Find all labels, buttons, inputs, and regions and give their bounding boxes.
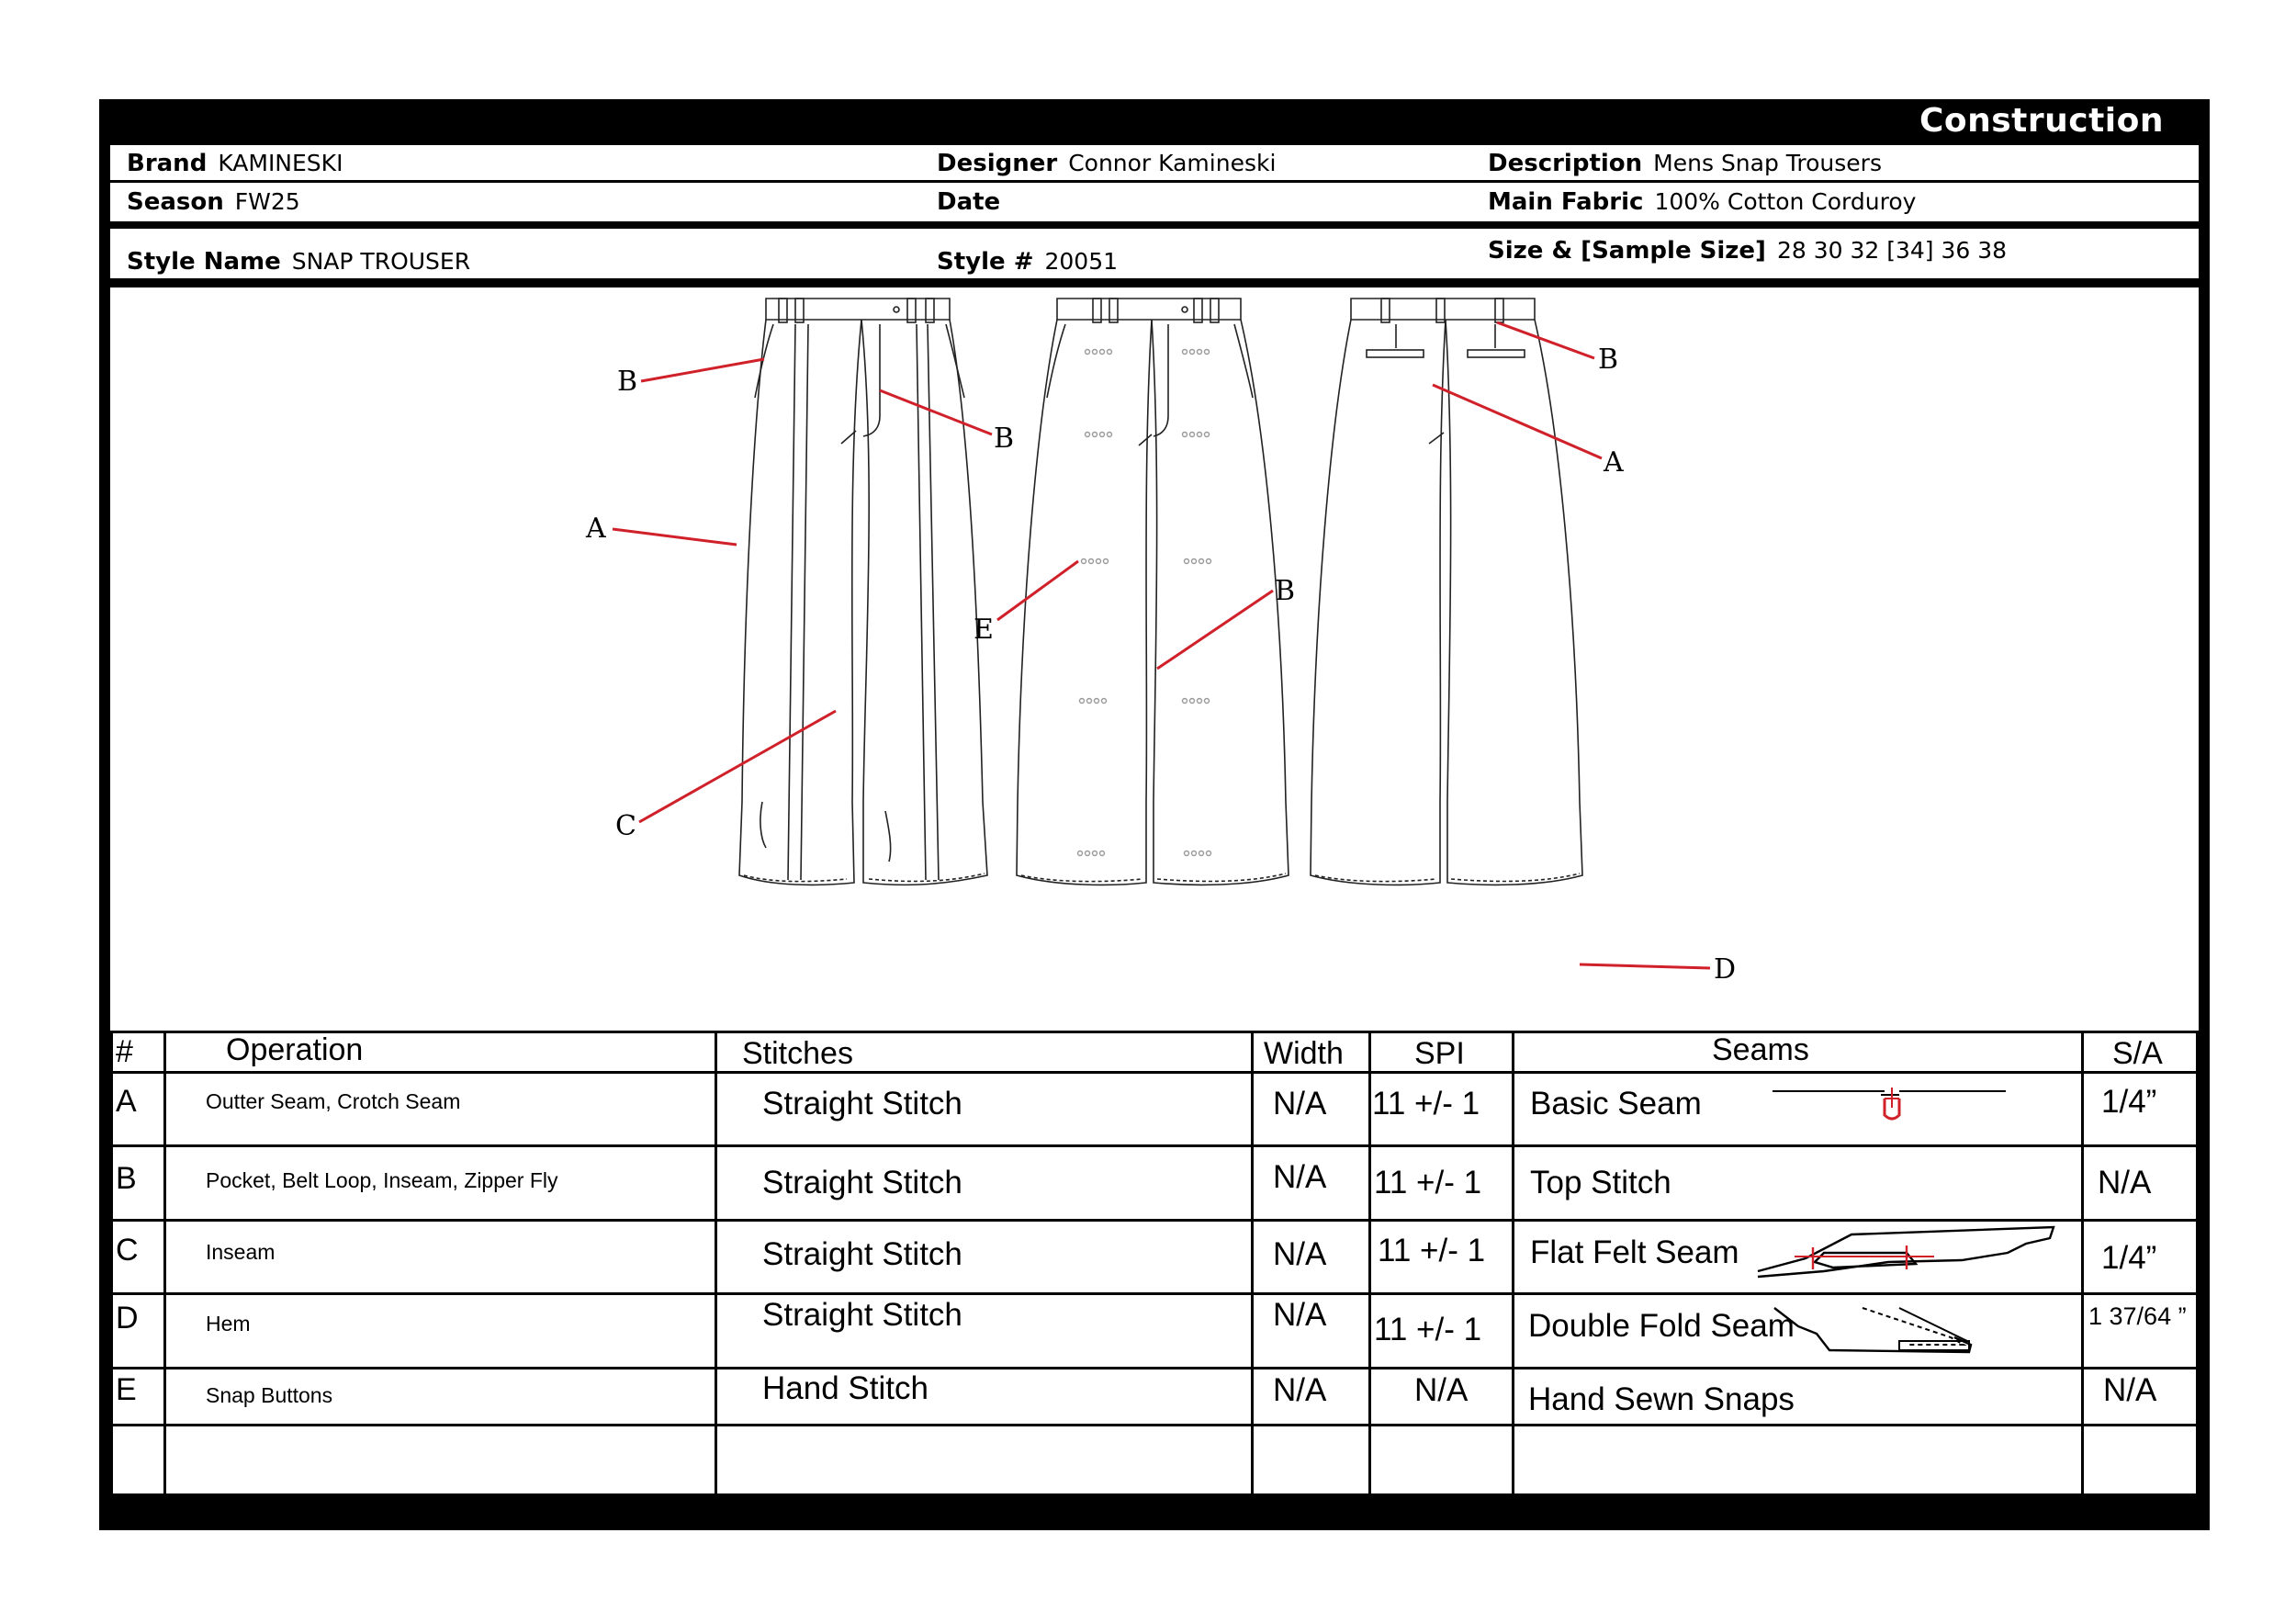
double-fold-seam-icon [1771,1301,1991,1359]
style-name-value: SNAP TROUSER [291,248,471,275]
snap-row-1 [1086,350,1210,355]
basic-seam-icon [1763,1082,2011,1137]
sheet-title: Construction [1919,102,2164,140]
row-a-id: A [116,1084,137,1119]
description-value: Mens Snap Trousers [1653,150,1882,176]
col-header-stitches: Stitches [742,1036,853,1071]
header-row-3 [110,229,2199,278]
callout-back-a: A [1604,446,1624,479]
sizes-value: 28 30 32 [34] 36 38 [1776,237,2008,264]
col-header-seams: Seams [1712,1032,1809,1067]
sizes-field: Size & [Sample Size] 28 30 32 [34] 36 38 [1488,237,2008,265]
row-a-sa: 1/4” [2101,1084,2157,1120]
main-fabric-value: 100% Cotton Corduroy [1654,188,1917,215]
row-e-width: N/A [1273,1372,1327,1408]
row-e-spi: N/A [1414,1372,1469,1408]
snap-dots [1078,350,1211,856]
row-b-seam: Top Stitch [1530,1165,1671,1200]
front-view-snap-trouser [1017,299,1289,885]
main-fabric-field: Main Fabric 100% Cotton Corduroy [1488,188,1917,216]
row-c-seam: Flat Felt Seam [1530,1234,1739,1270]
row-e-stitch: Hand Stitch [762,1370,929,1406]
flat-felt-seam-icon [1750,1225,2063,1286]
callout-front-a: A [586,513,606,545]
flat-sketch-area [110,287,2199,1031]
col-header-spi: SPI [1414,1036,1465,1071]
row-d-operation: Hem [206,1312,251,1336]
construction-table [110,1031,2199,1493]
row-a-seam: Basic Seam [1530,1086,1702,1121]
row-b-operation: Pocket, Belt Loop, Inseam, Zipper Fly [206,1168,558,1192]
designer-value: Connor Kamineski [1068,150,1277,176]
style-name-field: Style Name SNAP TROUSER [127,248,471,276]
col-header-width: Width [1264,1036,1344,1071]
season-value: FW25 [234,188,300,215]
callout-front-c: C [615,810,636,842]
style-number-field: Style # 20051 [937,248,1119,276]
row-a-spi: 11 +/- 1 [1372,1086,1480,1121]
callout-front-b1: B [617,366,638,398]
row-c-sa: 1/4” [2101,1240,2157,1276]
callout-front-b2: B [994,423,1015,455]
row-e-seam: Hand Sewn Snaps [1528,1381,1795,1417]
bottom-bar [99,1493,2210,1530]
front-view-trouser [739,299,987,885]
row-c-id: C [116,1233,139,1268]
col-header-sa: S/A [2112,1036,2163,1071]
header-row-2 [110,183,2199,221]
designer-field: Designer Connor Kamineski [937,150,1277,177]
row-d-id: D [116,1301,139,1336]
row-d-seam: Double Fold Seam [1528,1308,1795,1344]
callout-mid-e: E [974,614,994,646]
col-header-operation: Operation [226,1032,364,1067]
back-view-trouser [1311,299,1582,885]
row-b-id: B [116,1161,137,1196]
row-e-operation: Snap Buttons [206,1383,333,1407]
snap-row-4 [1080,699,1210,704]
brand-value: KAMINESKI [218,150,343,176]
row-b-stitch: Straight Stitch [762,1165,962,1200]
row-c-operation: Inseam [206,1240,276,1264]
season-field: Season FW25 [127,188,300,216]
belt-loop [779,299,787,322]
row-a-stitch: Straight Stitch [762,1086,962,1121]
row-b-sa: N/A [2098,1165,2152,1200]
row-e-sa: N/A [2103,1372,2157,1408]
row-d-sa: 1 37/64 ” [2088,1302,2187,1330]
description-field: Description Mens Snap Trousers [1488,150,1882,177]
row-b-width: N/A [1273,1159,1327,1195]
row-e-id: E [116,1372,137,1407]
row-a-operation: Outter Seam, Crotch Seam [206,1089,461,1113]
brand-field: Brand KAMINESKI [127,150,343,177]
row-a-width: N/A [1273,1086,1327,1121]
row-b-spi: 11 +/- 1 [1374,1165,1482,1200]
header-row-1 [110,145,2199,180]
trouser-flats [110,287,2199,1031]
row-c-stitch: Straight Stitch [762,1236,962,1272]
spec-sheet [99,99,2210,1530]
callout-back-b: B [1598,344,1619,376]
row-c-width: N/A [1273,1236,1327,1272]
callout-lines [613,322,1710,968]
row-d-width: N/A [1273,1297,1327,1333]
callout-back-d: D [1714,953,1737,986]
row-c-spi: 11 +/- 1 [1378,1233,1486,1268]
col-header-num: # [116,1034,133,1069]
style-number-value: 20051 [1044,248,1119,275]
callout-letters [585,344,1736,986]
date-field: Date [937,188,1001,216]
row-d-spi: 11 +/- 1 [1374,1312,1482,1347]
snap-row-5 [1078,851,1211,856]
row-d-stitch: Straight Stitch [762,1297,962,1333]
callout-mid-b: B [1275,575,1296,607]
